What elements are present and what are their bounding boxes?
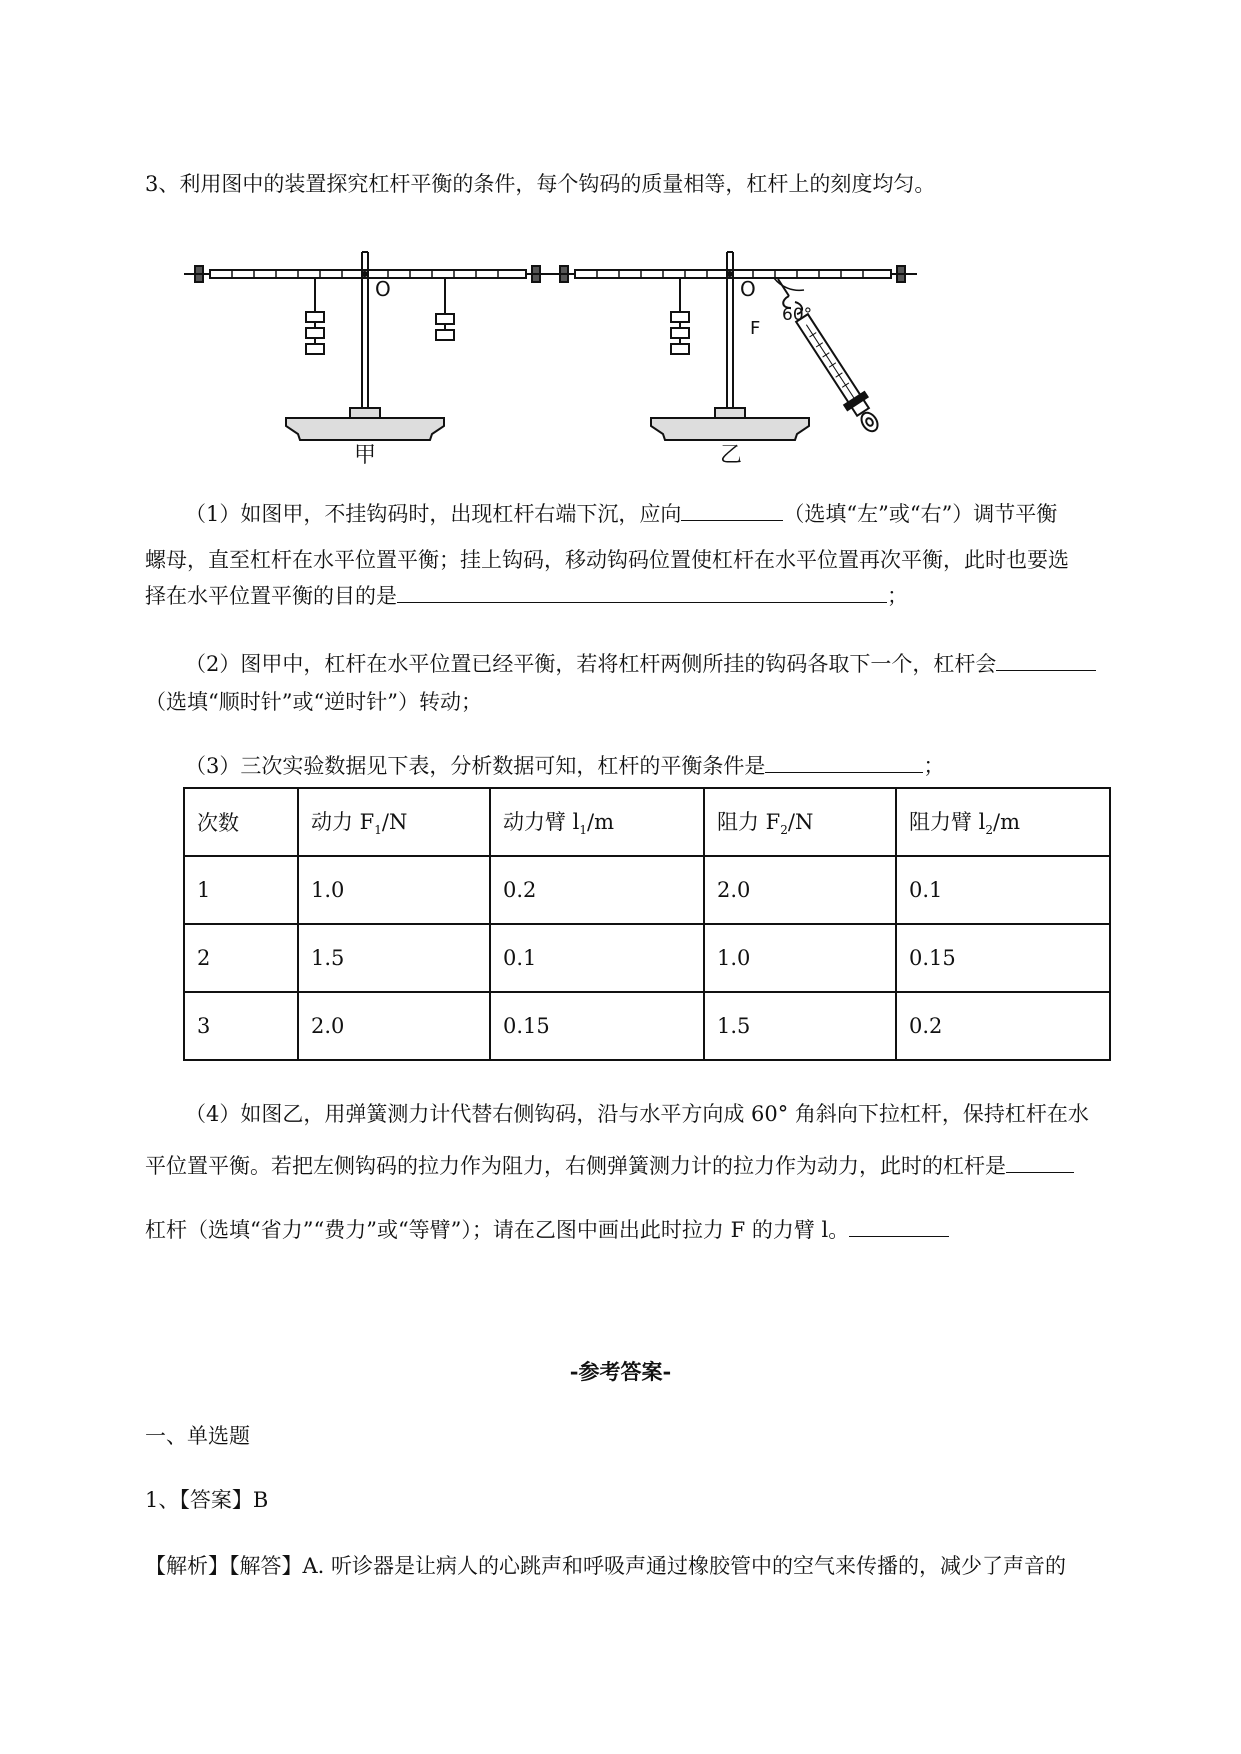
caption-jia: 甲 — [354, 443, 377, 468]
table-row — [184, 992, 1110, 1060]
answer-item-1: 1、【答案】B — [145, 1488, 269, 1512]
table-cell: 2.0 — [704, 856, 896, 924]
part1-line3: 择在水平位置平衡的目的是 ； — [145, 580, 908, 610]
part1-line1: （1）如图甲，不挂钩码时，出现杠杆右端下沉，应向 （选填“左”或“右”）调节平衡 — [185, 498, 1057, 528]
part1-line2: 螺母，直至杠杆在水平位置平衡；挂上钩码，移动钩码位置使杠杆在水平位置再次平衡，此时也要选 — [145, 548, 1069, 572]
table-cell: 2.0 — [298, 992, 490, 1060]
table-cell: 0.1 — [490, 924, 704, 992]
force-label-f: F — [750, 318, 761, 339]
table-header-row — [184, 788, 1110, 856]
answer-blank-5[interactable] — [1006, 1150, 1074, 1173]
answer-blank-2[interactable] — [397, 580, 887, 603]
table-cell: 3 — [184, 992, 298, 1060]
table-row — [184, 924, 1110, 992]
part2-line1: （2）图甲中，杠杆在水平位置已经平衡，若将杠杆两侧所挂的钩码各取下一个，杠杆会 — [185, 648, 1096, 678]
header-count: 次数 — [184, 788, 298, 856]
table-cell: 0.1 — [896, 856, 1110, 924]
table-row — [184, 856, 1110, 924]
answer-blank-4[interactable] — [765, 750, 923, 773]
answer-analysis: 【解析】【解答】A. 听诊器是让病人的心跳声和呼吸声通过橡胶管中的空气来传播的，减少了声音的 — [145, 1554, 1067, 1578]
answer-blank-1[interactable] — [681, 498, 783, 521]
table-cell: 1.5 — [298, 924, 490, 992]
lever-apparatus-yi — [549, 252, 917, 440]
part3-line1: （3）三次实验数据见下表，分析数据可知，杠杆的平衡条件是 ； — [185, 750, 944, 780]
part4-line3: 杠杆（选填“省力”“费力”或“等臂”）；请在乙图中画出此时拉力 F 的力臂 l。 — [145, 1214, 949, 1244]
table-cell: 1.5 — [704, 992, 896, 1060]
table-cell: 1.0 — [704, 924, 896, 992]
lever-apparatus-jia — [184, 252, 552, 440]
table-cell: 0.15 — [490, 992, 704, 1060]
caption-yi: 乙 — [720, 443, 743, 468]
table-cell: 1.0 — [298, 856, 490, 924]
pivot-label-jia: O — [375, 277, 391, 301]
answer-blank-3[interactable] — [996, 648, 1096, 671]
table-cell: 2 — [184, 924, 298, 992]
header-load-force: 阻力 $F_2/N$ — [704, 788, 896, 856]
experiment-data-table — [183, 787, 1111, 1061]
part2-line2: （选填“顺时针”或“逆时针”）转动； — [145, 690, 482, 714]
header-effort-arm: 动力臂 $l_1/m$ — [490, 788, 704, 856]
header-load-arm: 阻力臂 $l_2/m$ — [896, 788, 1110, 856]
answers-section-title: 一、单选题 — [145, 1424, 250, 1448]
table-cell: 0.2 — [896, 992, 1110, 1060]
table-cell: 0.2 — [490, 856, 704, 924]
angle-label-60: 60° — [782, 305, 813, 325]
part4-line2: 平位置平衡。若把左侧钩码的拉力作为阻力，右侧弹簧测力计的拉力作为动力，此时的杠杆是 — [145, 1150, 1074, 1180]
table-cell: 0.15 — [896, 924, 1110, 992]
table-cell: 1 — [184, 856, 298, 924]
pivot-label-yi: O — [740, 277, 756, 301]
answer-blank-6[interactable] — [849, 1214, 949, 1237]
header-effort-force: 动力 $F_1/N$ — [298, 788, 490, 856]
part4-line1: （4）如图乙，用弹簧测力计代替右侧钩码，沿与水平方向成 60° 角斜向下拉杠杆，保持杠杆在水 — [185, 1102, 1089, 1126]
question-intro: 3、利用图中的装置探究杠杆平衡的条件，每个钩码的质量相等，杠杆上的刻度均匀。 — [145, 172, 936, 196]
lever-figure — [180, 248, 980, 470]
answers-heading: -参考答案- — [569, 1359, 672, 1384]
